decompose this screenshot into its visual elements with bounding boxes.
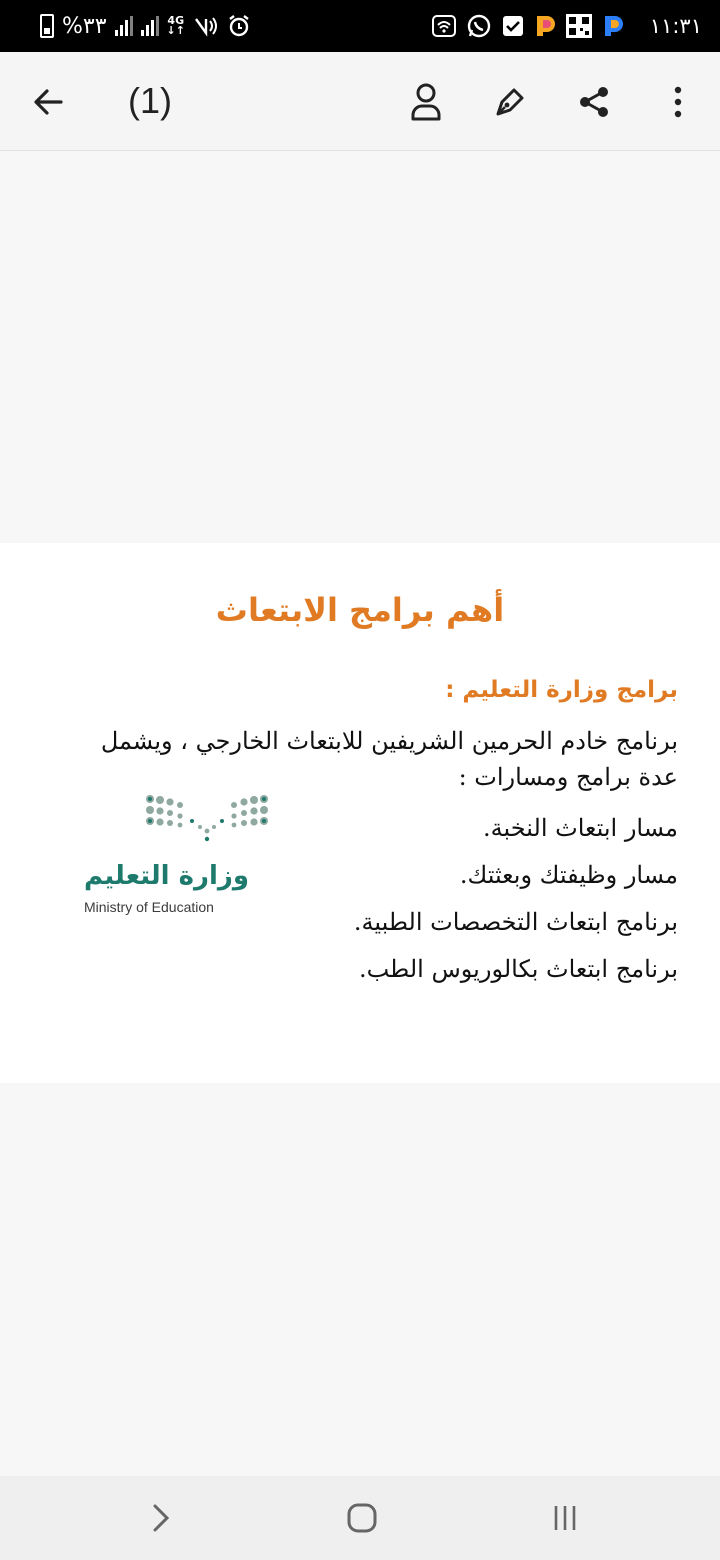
share-button[interactable] [568, 76, 620, 128]
network-type: 4G ↓↑ [166, 14, 185, 37]
person-icon [409, 82, 443, 122]
list-item: مسار ابتعاث النخبة. [483, 814, 678, 842]
chevron-right-icon [150, 1502, 172, 1534]
intro-line: عدة برامج ومسارات : [458, 763, 678, 791]
signal-icon-2 [141, 16, 159, 36]
arrow-left-icon [31, 87, 65, 117]
programs-list [278, 805, 678, 993]
list-item: برنامج ابتعاث التخصصات الطبية. [353, 908, 678, 936]
section-subtitle: برامج وزارة التعليم : [445, 677, 678, 703]
checkbox-notification-icon [502, 15, 524, 37]
logo-english-text: Ministry of Education [84, 899, 214, 915]
signal-icon [115, 16, 133, 36]
whatsapp-icon [466, 13, 492, 39]
alarm-icon [227, 14, 251, 38]
status-bar [0, 0, 720, 52]
list-item: برنامج ابتعاث بكالوريوس الطب. [358, 955, 678, 983]
more-vert-icon [672, 85, 684, 119]
more-options-button[interactable] [652, 76, 704, 128]
app-toolbar [0, 52, 720, 151]
recents-icon [551, 1504, 579, 1532]
clock: ١١:٣١ [649, 14, 702, 38]
logo-arabic-text: وزارة التعليم [84, 861, 249, 891]
app-notification-icon [534, 14, 556, 38]
status-right [432, 0, 702, 52]
app-notification-icon-2 [602, 14, 624, 38]
back-button[interactable] [22, 76, 74, 128]
home-square-icon [347, 1503, 377, 1533]
intro-line: برنامج خادم الحرمين الشريفين للابتعاث الخارجي ، ويشمل [100, 727, 678, 755]
share-icon [576, 84, 612, 120]
page-heading: أهم برامج الابتعاث [215, 591, 505, 629]
edit-button[interactable] [484, 76, 536, 128]
dots-emblem-icon [50, 783, 306, 853]
nav-back-button[interactable] [136, 1496, 186, 1540]
wifi-call-icon [432, 15, 456, 37]
profile-button[interactable] [400, 76, 452, 128]
list-item: مسار وظيفتك وبعثتك. [459, 861, 678, 889]
document-page [0, 543, 720, 1083]
battery-icon [40, 14, 54, 38]
ministry-logo [50, 783, 306, 933]
nav-recents-button[interactable] [540, 1496, 590, 1540]
qr-code-icon [566, 14, 592, 38]
nav-home-button[interactable] [337, 1496, 387, 1540]
battery-text: %٣٣ [62, 13, 107, 39]
system-nav-bar [0, 1476, 720, 1560]
nfc-icon [193, 15, 219, 37]
status-left [40, 0, 251, 52]
document-title: (1) [128, 80, 172, 121]
pen-icon [492, 84, 528, 120]
